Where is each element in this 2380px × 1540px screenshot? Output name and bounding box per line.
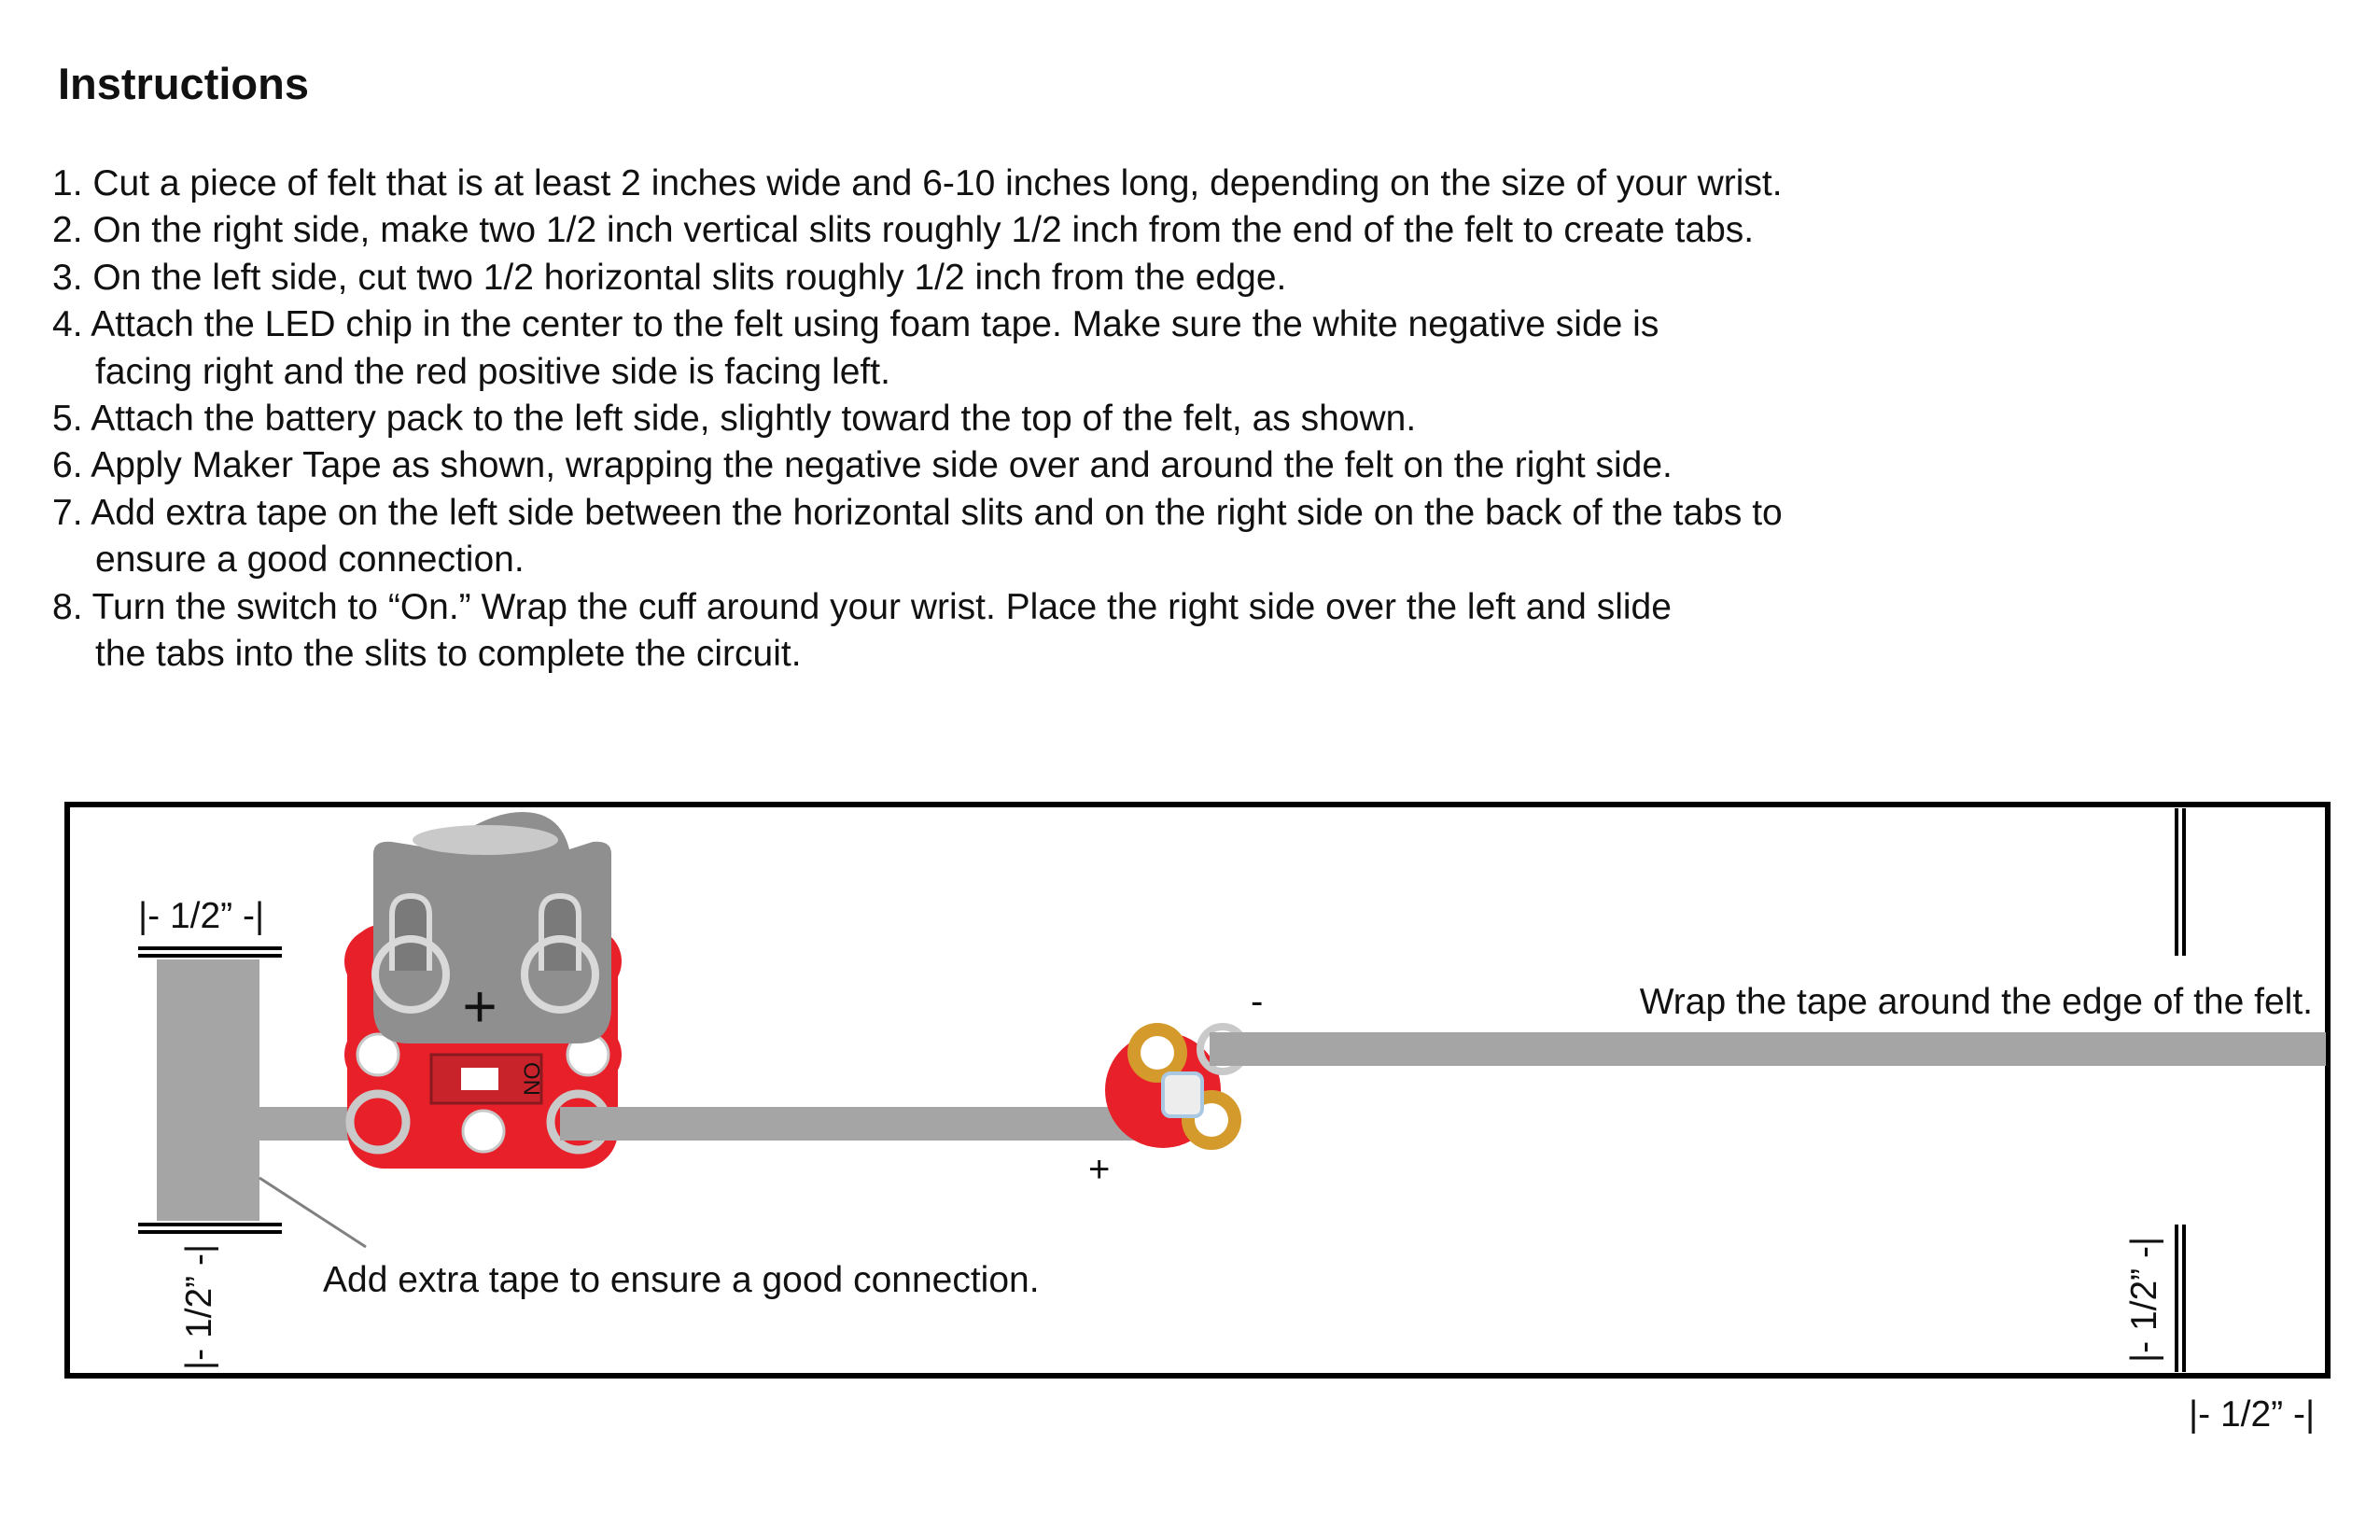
extra-tape-note: Add extra tape to ensure a good connection. xyxy=(323,1260,1040,1300)
switch-toggle xyxy=(461,1068,498,1090)
step-8-line-2: the tabs into the slits to complete the circuit. xyxy=(95,634,802,675)
left-slit-top xyxy=(138,948,282,956)
right-slit-bottom xyxy=(2177,1225,2184,1372)
left-slit-bottom xyxy=(138,1225,282,1232)
step-5-line-1: 5. Attach the battery pack to the left side, slightly toward the top of the felt, as shown. xyxy=(52,399,1417,440)
holder-clip-left-icon xyxy=(392,896,429,971)
step-8-line-1: 8. Turn the switch to “On.” Wrap the cuff around your wrist. Place the right side over the left and slide xyxy=(52,586,1672,627)
tape-strip-positive xyxy=(560,1107,1165,1141)
holder-clip-right-icon xyxy=(541,896,579,971)
step-7-line-2: ensure a good connection. xyxy=(95,539,525,581)
dim-right-bottom: |- 1/2” -| xyxy=(2189,1394,2316,1435)
step-1-line-1: 1. Cut a piece of felt that is at least 2 inches wide and 6-10 inches long, depending on the size of your wrist. xyxy=(52,163,1783,203)
coin-cell-top xyxy=(413,825,558,855)
step-4-line-2: facing right and the red positive side is facing left. xyxy=(95,351,890,392)
snap-pad-icon xyxy=(463,1111,504,1152)
step-3-line-1: 3. On the left side, cut two 1/2 horizontal slits roughly 1/2 inch from the edge. xyxy=(52,257,1287,298)
step-7-line-1: 7. Add extra tape on the left side between the horizontal slits and on the right side on the back of the tabs to xyxy=(52,492,1783,533)
led-lens xyxy=(1163,1073,1202,1116)
wrap-tape-note: Wrap the tape around the edge of the felt. xyxy=(1639,982,2313,1022)
dim-right-vertical: |- 1/2” -| xyxy=(2124,1236,2164,1363)
dim-left-vertical: |- 1/2” -| xyxy=(179,1243,219,1370)
extra-tape-pointer xyxy=(259,1178,366,1247)
battery-plus-mark: + xyxy=(462,973,497,1040)
tape-strip-negative xyxy=(1210,1032,2326,1066)
extra-tape-pad xyxy=(157,959,259,1221)
dim-left-top: |- 1/2” -| xyxy=(138,896,265,936)
step-6-line-1: 6. Apply Maker Tape as shown, wrapping the negative side over and around the felt on the right side. xyxy=(52,445,1673,486)
negative-sign: - xyxy=(1251,981,1264,1022)
page-title: Instructions xyxy=(58,59,309,108)
switch-label: ON xyxy=(518,1062,544,1096)
step-2-line-1: 2. On the right side, make two 1/2 inch vertical slits roughly 1/2 inch from the end of the felt to create tabs. xyxy=(52,210,1755,251)
step-4-line-1: 4. Attach the LED chip in the center to the felt using foam tape. Make sure the white negative side is xyxy=(52,304,1659,345)
right-slit-top xyxy=(2177,808,2184,956)
positive-sign: + xyxy=(1088,1149,1111,1190)
